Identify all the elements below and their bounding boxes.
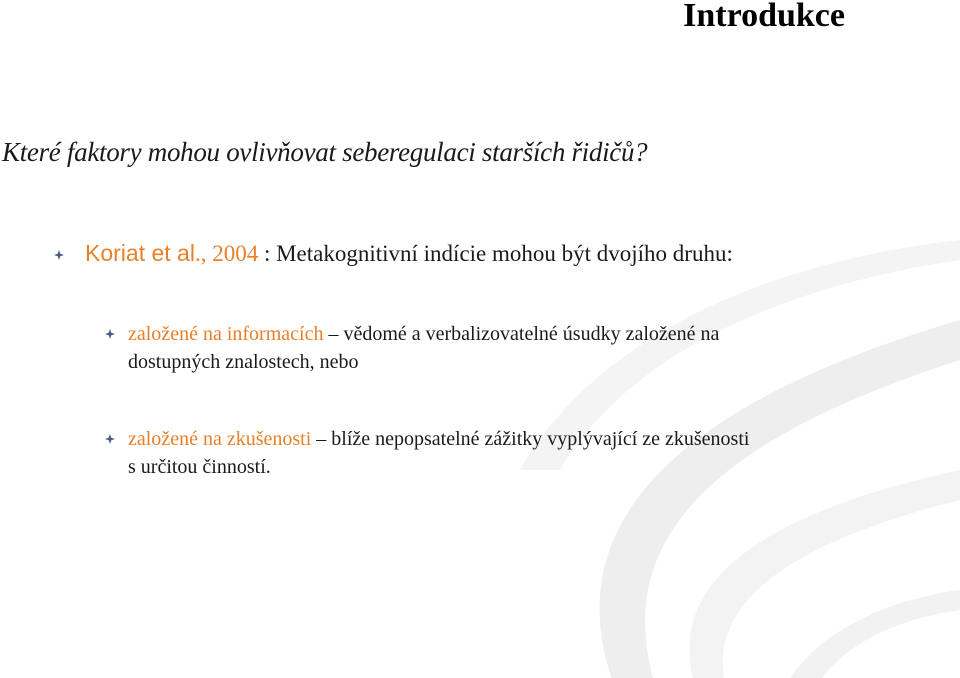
- diamond-bullet-icon: [54, 250, 64, 260]
- sub-bullet-term: založené na informacích: [128, 323, 324, 345]
- source-year: ., 2004: [194, 241, 259, 266]
- main-bullet-body: : Metakognitivní indície mohou být dvojího druhu:: [258, 241, 733, 266]
- sub-bullet-line: s určitou činností.: [128, 456, 271, 478]
- sub-bullet-desc: – vědomé a verbalizovatelné úsudky založené na: [323, 323, 720, 345]
- diamond-bullet-icon: [105, 434, 115, 444]
- slide-title: Introdukce: [683, 0, 845, 34]
- diamond-bullet-icon: [105, 329, 115, 339]
- sub-bullet-line: dostupných znalostech, nebo: [128, 351, 359, 373]
- source-citation: Koriat et al: [85, 240, 195, 266]
- sub-bullet-informacni: [128, 320, 908, 376]
- sub-bullet-line: [128, 320, 908, 348]
- main-bullet-text: [85, 240, 733, 267]
- sub-bullet-zkusenostni: [128, 425, 908, 481]
- sub-bullet-term: založené na zkušenosti: [128, 428, 312, 450]
- slide-question: Které faktory mohou ovlivňovat seberegulaci starších řidičů?: [2, 137, 648, 167]
- sub-bullet-line: [128, 425, 908, 453]
- sub-bullet-desc: – blíže nepopsatelné zážitky vyplývající ze zkušenosti: [311, 428, 750, 450]
